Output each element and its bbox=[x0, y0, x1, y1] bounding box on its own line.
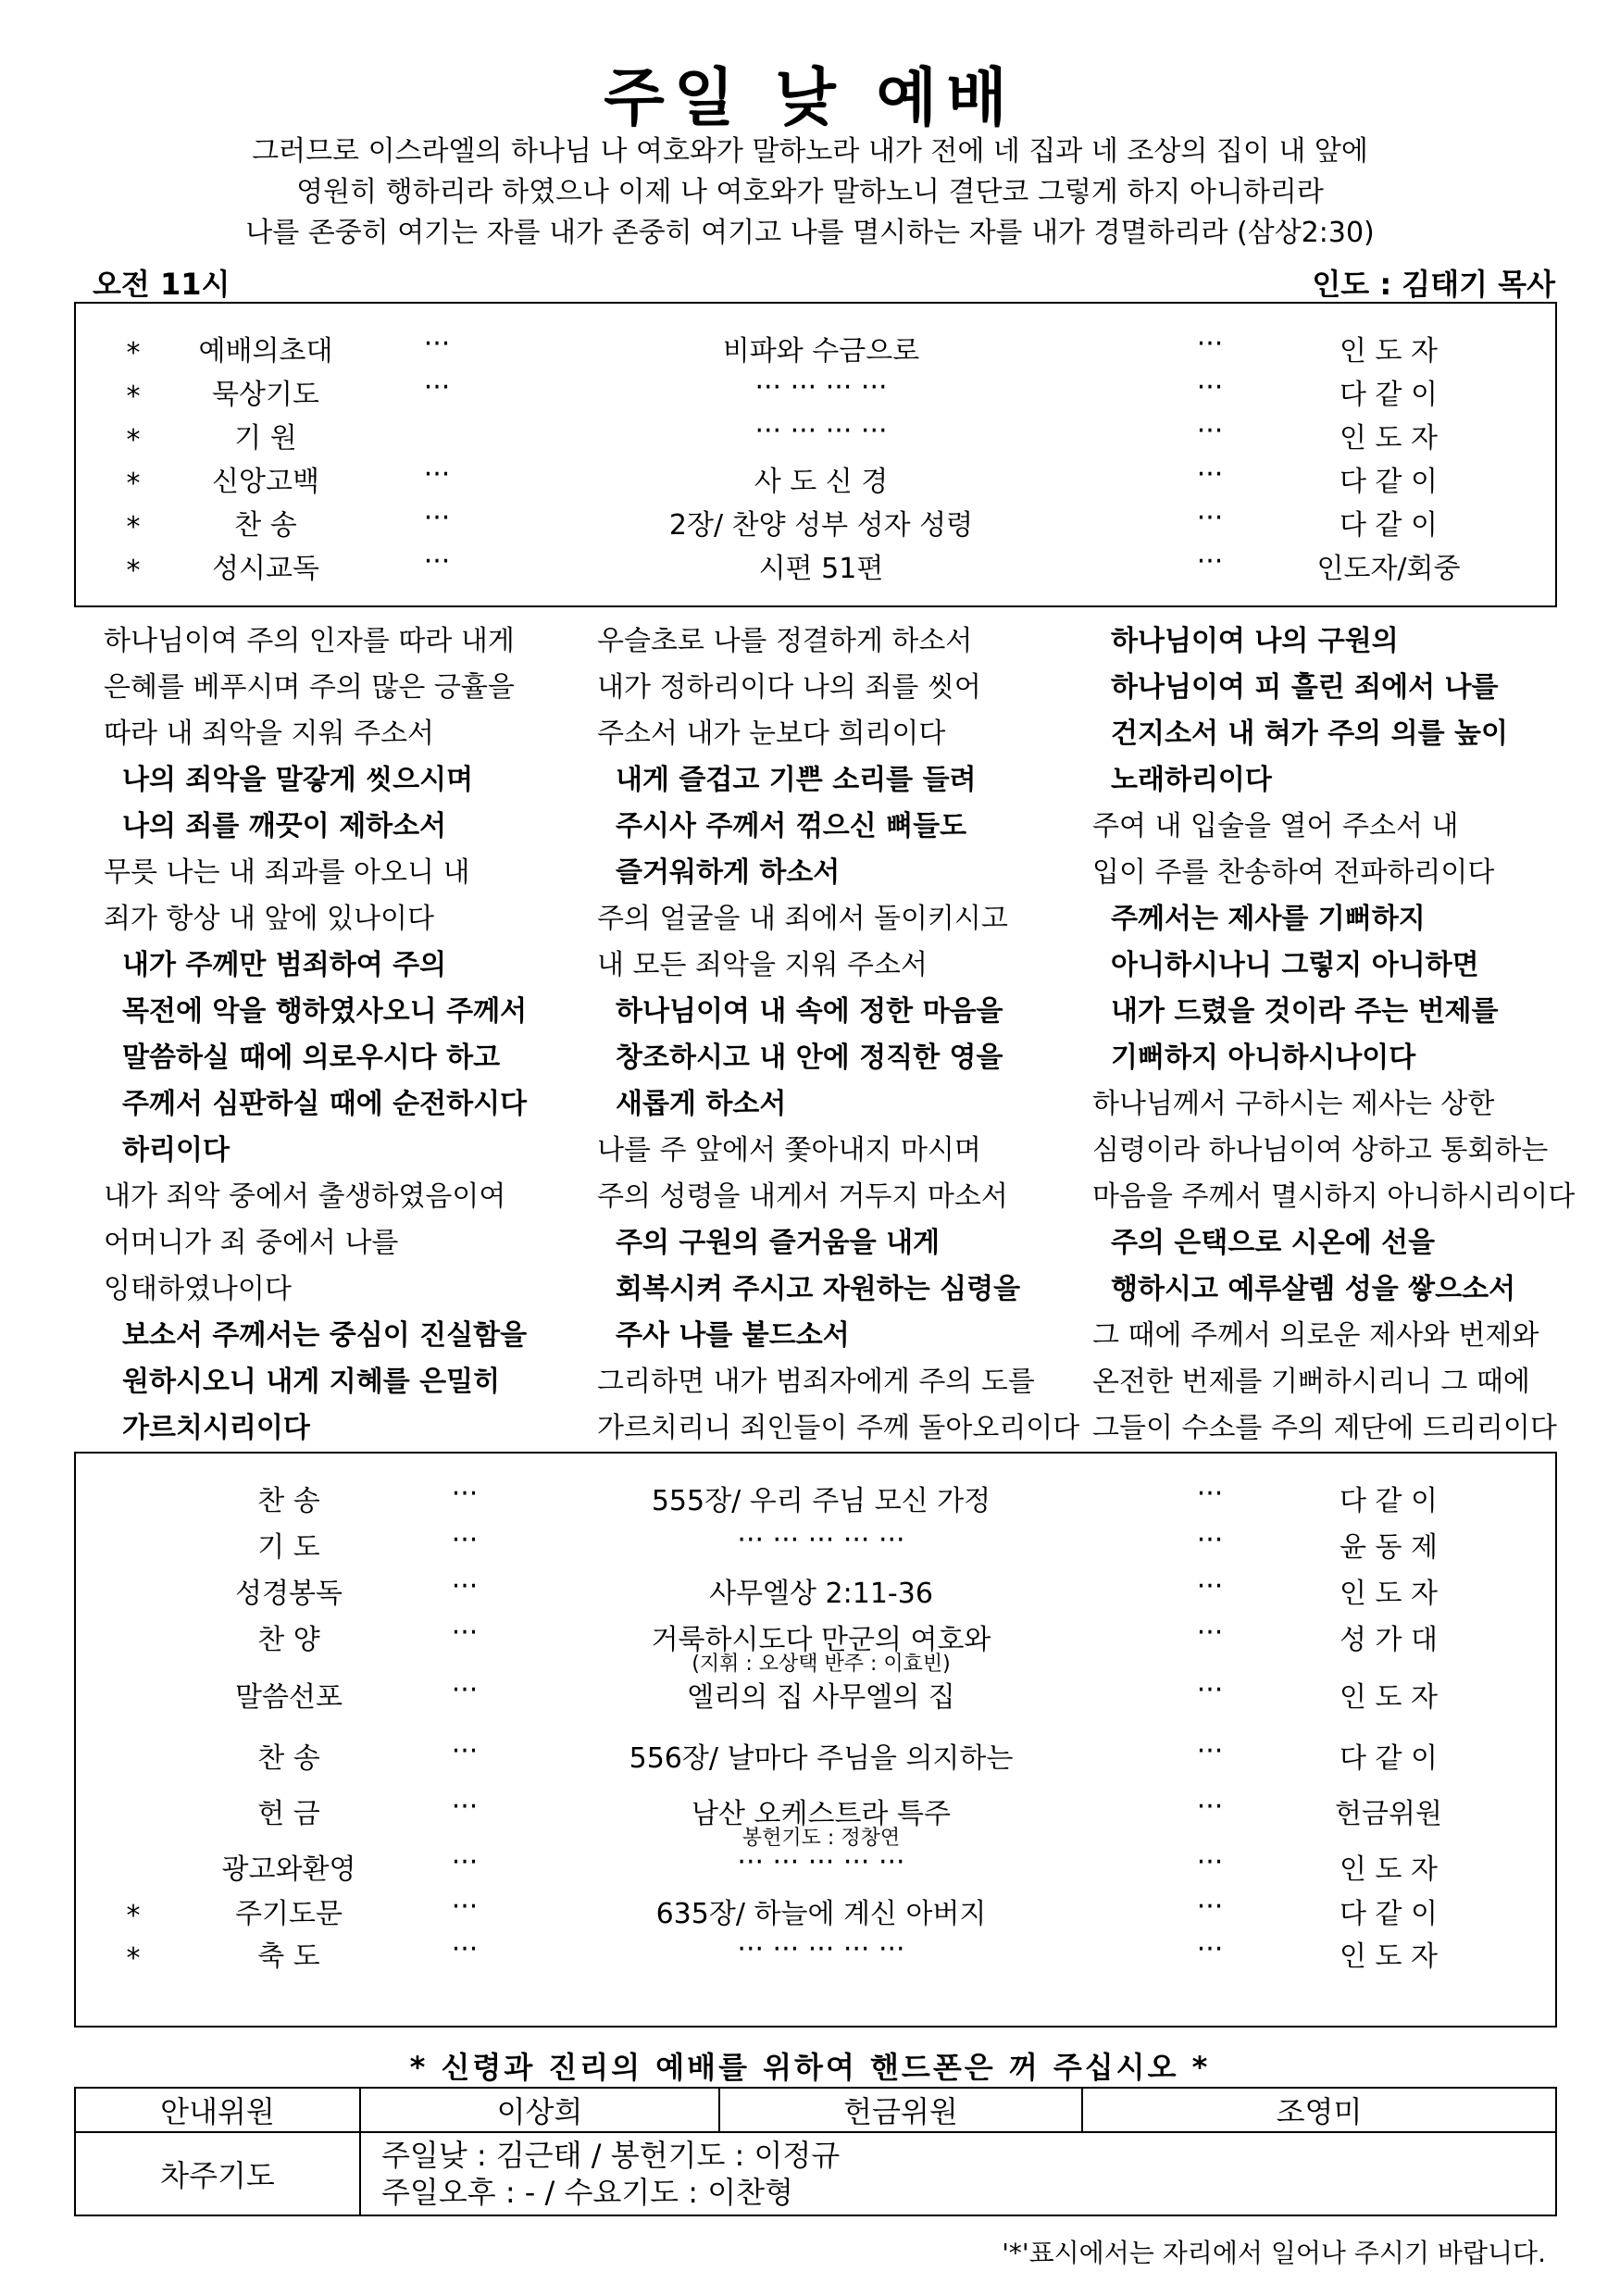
order-star: * bbox=[126, 1900, 141, 1932]
reading-line: 내가 죄악 중에서 출생하였음이여 bbox=[104, 1180, 506, 1213]
order-item-subtext: 봉헌기도 : 정창연 bbox=[741, 1827, 901, 1850]
order-item-name: 말씀선포 bbox=[235, 1681, 343, 1714]
reading-line: 어머니가 죄 중에서 나를 bbox=[104, 1227, 399, 1259]
order-dots: ··· bbox=[451, 1616, 479, 1649]
order-item-leader: 윤 동 제 bbox=[1339, 1531, 1438, 1564]
order-star: * bbox=[126, 511, 141, 543]
reading-line: 심령이라 하나님이여 상하고 통회하는 bbox=[1092, 1134, 1549, 1167]
order-dots: ··· bbox=[1196, 1735, 1224, 1767]
reading-line: 따라 내 죄악을 지워 주소서 bbox=[104, 718, 434, 750]
order-dots: ··· bbox=[1196, 545, 1224, 578]
order-dots: ··· bbox=[423, 328, 451, 360]
scripture-verse bbox=[0, 131, 1620, 254]
order-star: * bbox=[126, 424, 141, 456]
reading-line: 주사 나를 붙드소서 bbox=[616, 1319, 850, 1352]
reading-line: 주의 구원의 즐거움을 내게 bbox=[616, 1227, 941, 1259]
reading-line: 잉태하였나이다 bbox=[104, 1273, 292, 1305]
order-item-name: 광고와환영 bbox=[221, 1853, 356, 1886]
order-item-name: 예배의초대 bbox=[198, 335, 333, 368]
order-item-name: 기 도 bbox=[257, 1531, 320, 1564]
reading-line: 주시사 주께서 꺾으신 뼈들도 bbox=[616, 810, 967, 842]
order-dots: ··· bbox=[423, 545, 451, 578]
order-item-leader: 인 도 자 bbox=[1339, 1578, 1438, 1610]
order-star: * bbox=[126, 337, 141, 369]
order-dots: ··· bbox=[1196, 1570, 1224, 1603]
offering-label: 헌금위원 bbox=[719, 2088, 1082, 2132]
order-item-leader: 인 도 자 bbox=[1339, 1940, 1438, 1973]
reading-line: 가르치시리이다 bbox=[122, 1412, 310, 1444]
reading-line: 온전한 번제를 기뻐하시리니 그 때에 bbox=[1092, 1366, 1530, 1398]
service-time: 오전 11시 bbox=[93, 267, 231, 302]
reading-line: 하리이다 bbox=[122, 1134, 230, 1167]
order-of-worship-top bbox=[74, 302, 1557, 607]
order-item-content: ··· ··· ··· ··· ··· bbox=[737, 1846, 905, 1878]
reading-line: 그 때에 주께서 의로운 제사와 번제와 bbox=[1092, 1319, 1539, 1352]
reading-line: 하나님이여 주의 인자를 따라 내게 bbox=[104, 625, 515, 657]
order-item-name: 주기도문 bbox=[235, 1898, 343, 1930]
order-item-name: 성시교독 bbox=[212, 553, 319, 585]
order-dots: ··· bbox=[451, 1846, 479, 1878]
reading-line: 주께서는 제사를 기뻐하지 bbox=[1111, 903, 1426, 935]
order-item-leader: 다 같 이 bbox=[1339, 1485, 1438, 1517]
reading-line: 아니하시나니 그렇지 아니하면 bbox=[1111, 949, 1479, 981]
order-item-name: 기 원 bbox=[234, 422, 297, 455]
order-item-content: ··· ··· ··· ··· ··· bbox=[737, 1524, 905, 1556]
order-item-name: 찬 송 bbox=[234, 509, 297, 542]
order-dots: ··· bbox=[1196, 1933, 1224, 1965]
order-item-leader: 헌금위원 bbox=[1335, 1798, 1442, 1830]
order-item-leader: 다 같 이 bbox=[1339, 466, 1438, 498]
reading-line: 회복시켜 주시고 자원하는 심령을 bbox=[616, 1273, 1021, 1305]
order-item-leader: 다 같 이 bbox=[1339, 379, 1438, 411]
reading-line: 마음을 주께서 멸시하지 아니하시리이다 bbox=[1092, 1180, 1576, 1213]
verse-line-3: 나를 존중히 여기는 자를 내가 존중히 여기고 나를 멸시하는 자를 내가 경멸하리라 (삼상2:30) bbox=[245, 217, 1375, 249]
order-dots: ··· bbox=[1196, 1846, 1224, 1878]
reading-line: 내가 드렸을 것이라 주는 번제를 bbox=[1111, 995, 1499, 1028]
order-item-leader: 다 같 이 bbox=[1339, 509, 1438, 542]
responsive-reading bbox=[104, 618, 1576, 1452]
reading-line: 하나님이여 피 흘린 죄에서 나를 bbox=[1111, 671, 1499, 704]
order-item-subtext: (지휘 : 오상택 반주 : 이효빈) bbox=[692, 1653, 951, 1676]
order-dots: ··· bbox=[1196, 1791, 1224, 1823]
order-item-name: 찬 송 bbox=[257, 1485, 320, 1517]
order-star: * bbox=[126, 468, 141, 500]
order-item-content: 556장/ 날마다 주님을 의지하는 bbox=[629, 1742, 1014, 1775]
order-star: * bbox=[126, 1942, 141, 1975]
order-item-content: 거룩하시도다 만군의 여호와 bbox=[651, 1624, 991, 1656]
reading-line: 주여 내 입술을 열어 주소서 내 bbox=[1092, 810, 1459, 842]
order-item-content: 555장/ 우리 주님 모신 가정 bbox=[651, 1485, 991, 1517]
order-of-worship-bottom bbox=[74, 1452, 1557, 2028]
reading-line: 그리하면 내가 범죄자에게 주의 도를 bbox=[597, 1366, 1035, 1398]
reading-line: 내가 주께만 범죄하여 주의 bbox=[122, 949, 447, 981]
service-info-bar bbox=[93, 261, 1555, 302]
reading-line: 목전에 악을 행하였사오니 주께서 bbox=[122, 995, 528, 1028]
next-week-line-1: 주일낮 : 김근태 / 봉헌기도 : 이정규 bbox=[381, 2138, 841, 2173]
reading-line: 내가 정하리이다 나의 죄를 씻어 bbox=[597, 671, 981, 704]
order-item-content: 엘리의 집 사무엘의 집 bbox=[687, 1681, 955, 1714]
order-item-name: 찬 송 bbox=[257, 1742, 320, 1775]
staff-table bbox=[74, 2087, 1557, 2216]
order-dots: ··· bbox=[1196, 1616, 1224, 1649]
order-item-name: 헌 금 bbox=[257, 1798, 320, 1830]
order-item-content: 635장/ 하늘에 계신 아버지 bbox=[655, 1898, 987, 1930]
order-item-leader: 다 같 이 bbox=[1339, 1742, 1438, 1775]
reading-line: 창조하시고 내 안에 정직한 영을 bbox=[616, 1042, 1003, 1074]
order-dots: ··· bbox=[1196, 1478, 1224, 1510]
reading-column-1 bbox=[104, 618, 585, 1452]
reading-line: 주께서 심판하실 때에 순전하시다 bbox=[122, 1088, 528, 1120]
reading-line: 나의 죄악을 말갛게 씻으시며 bbox=[122, 764, 474, 796]
reading-line: 내게 즐겁고 기쁜 소리를 들려 bbox=[616, 764, 977, 796]
reading-line: 주의 성령을 내게서 거두지 마소서 bbox=[597, 1180, 1008, 1213]
order-item-content: 사무엘상 2:11-36 bbox=[709, 1578, 933, 1610]
order-item-content: ··· ··· ··· ··· ··· bbox=[737, 1933, 905, 1965]
order-dots: ··· bbox=[1196, 415, 1224, 447]
order-dots: ··· bbox=[451, 1674, 479, 1706]
order-dots: ··· bbox=[1196, 1674, 1224, 1706]
usher-label: 안내위원 bbox=[75, 2088, 360, 2132]
order-item-name: 성경봉독 bbox=[235, 1578, 343, 1610]
order-item-content: 비파와 수금으로 bbox=[722, 335, 920, 368]
reading-line: 주소서 내가 눈보다 희리이다 bbox=[597, 718, 946, 750]
order-item-leader: 인도자/회중 bbox=[1316, 553, 1461, 585]
order-dots: ··· bbox=[423, 458, 451, 491]
reading-line: 은혜를 베푸시며 주의 많은 긍휼을 bbox=[104, 671, 515, 704]
order-item-content: 남산 오케스트라 특주 bbox=[692, 1798, 951, 1830]
offering-name: 조영미 bbox=[1082, 2088, 1556, 2132]
next-week-line-2: 주일오후 : - / 수요기도 : 이찬형 bbox=[381, 2175, 793, 2210]
reading-line: 원하시오니 내게 지혜를 은밀히 bbox=[122, 1366, 501, 1398]
order-dots: ··· bbox=[451, 1890, 479, 1923]
order-dots: ··· bbox=[1196, 1524, 1224, 1556]
usher-name: 이상희 bbox=[360, 2088, 719, 2132]
reading-line: 입이 주를 찬송하여 전파하리이다 bbox=[1092, 856, 1495, 889]
reading-line: 기뻐하지 아니하시나이다 bbox=[1111, 1042, 1416, 1074]
order-dots: ··· bbox=[451, 1570, 479, 1603]
reading-line: 보소서 주께서는 중심이 진실함을 bbox=[122, 1319, 528, 1352]
order-item-leader: 인 도 자 bbox=[1339, 335, 1438, 368]
page-title: 주일 낮 예배 bbox=[604, 62, 1016, 135]
order-star: * bbox=[126, 381, 141, 413]
order-dots: ··· bbox=[1196, 1890, 1224, 1923]
next-week-prayer-detail bbox=[360, 2132, 1556, 2215]
order-item-name: 축 도 bbox=[257, 1940, 320, 1973]
order-item-leader: 인 도 자 bbox=[1339, 1853, 1438, 1886]
order-item-leader: 다 같 이 bbox=[1339, 1898, 1438, 1930]
service-leader: 인도 : 김태기 목사 bbox=[1312, 267, 1555, 302]
reading-line: 하나님이여 내 속에 정한 마음을 bbox=[616, 995, 1003, 1028]
order-item-name: 찬 양 bbox=[257, 1624, 320, 1656]
order-dots: ··· bbox=[451, 1524, 479, 1556]
order-item-content: 사 도 신 경 bbox=[754, 466, 889, 498]
order-dots: ··· bbox=[451, 1735, 479, 1767]
reading-line: 가르치리니 죄인들이 주께 돌아오리이다 bbox=[597, 1412, 1080, 1444]
reading-line: 즐거워하게 하소서 bbox=[616, 856, 841, 889]
reading-line: 하나님께서 구하시는 제사는 상한 bbox=[1092, 1088, 1495, 1120]
reading-line: 하나님이여 나의 구원의 bbox=[1111, 625, 1399, 657]
order-item-leader: 인 도 자 bbox=[1339, 422, 1438, 455]
reading-line: 노래하리이다 bbox=[1111, 764, 1272, 796]
reading-line: 죄가 항상 내 앞에 있나이다 bbox=[104, 903, 434, 935]
order-dots: ··· bbox=[423, 371, 451, 404]
order-star: * bbox=[126, 555, 141, 587]
reading-line: 내 모든 죄악을 지워 주소서 bbox=[597, 949, 928, 981]
order-item-name: 묵상기도 bbox=[212, 379, 319, 411]
reading-line: 새롭게 하소서 bbox=[616, 1088, 787, 1120]
reading-line: 무릇 나는 내 죄과를 아오니 내 bbox=[104, 856, 470, 889]
reading-column-3 bbox=[1092, 618, 1611, 1452]
order-item-content: ··· ··· ··· ··· bbox=[754, 371, 888, 404]
reading-line: 말씀하실 때에 의로우시다 하고 bbox=[122, 1042, 501, 1074]
order-item-leader: 인 도 자 bbox=[1339, 1681, 1438, 1714]
standing-footnote: '*'표시에서는 자리에서 일어나 주시기 바랍니다. bbox=[1002, 2238, 1546, 2268]
order-item-content: 2장/ 찬양 성부 성자 성령 bbox=[668, 509, 974, 542]
reading-line: 주의 은택으로 시온에 선을 bbox=[1111, 1227, 1436, 1259]
order-dots: ··· bbox=[451, 1478, 479, 1510]
order-dots: ··· bbox=[1196, 502, 1224, 534]
next-week-prayer-label: 차주기도 bbox=[75, 2132, 360, 2215]
reading-column-2 bbox=[597, 618, 1078, 1452]
order-dots: ··· bbox=[1196, 458, 1224, 491]
order-item-leader: 성 가 대 bbox=[1339, 1624, 1438, 1656]
order-dots: ··· bbox=[1196, 328, 1224, 360]
reading-line: 나의 죄를 깨끗이 제하소서 bbox=[122, 810, 447, 842]
order-item-name: 신앙고백 bbox=[212, 466, 319, 498]
order-item-content: 시편 51편 bbox=[758, 553, 884, 585]
order-item-content: ··· ··· ··· ··· bbox=[754, 415, 888, 447]
reading-line: 행하시고 예루살렘 성을 쌓으소서 bbox=[1111, 1273, 1516, 1305]
reading-line: 나를 주 앞에서 쫓아내지 마시며 bbox=[597, 1134, 981, 1167]
reading-line: 우슬초로 나를 정결하게 하소서 bbox=[597, 625, 973, 657]
reading-line: 그들이 수소를 주의 제단에 드리리이다 bbox=[1092, 1412, 1557, 1444]
order-dots: ··· bbox=[1196, 371, 1224, 404]
order-dots: ··· bbox=[451, 1933, 479, 1965]
order-dots: ··· bbox=[451, 1791, 479, 1823]
reading-line: 건지소서 내 혀가 주의 의를 높이 bbox=[1111, 718, 1508, 750]
order-dots: ··· bbox=[423, 502, 451, 534]
reading-line: 주의 얼굴을 내 죄에서 돌이키시고 bbox=[597, 903, 1008, 935]
verse-line-2: 영원히 행하리라 하였으나 이제 나 여호와가 말하노니 결단코 그렇게 하지 아니하리라 bbox=[296, 176, 1324, 208]
phone-notice: * 신령과 진리의 예배를 위하여 핸드폰은 꺼 주십시오 * bbox=[409, 2050, 1211, 2085]
verse-line-1: 그러므로 이스라엘의 하나님 나 여호와가 말하노라 내가 전에 네 집과 네 조상의 집이 내 앞에 bbox=[252, 135, 1368, 168]
